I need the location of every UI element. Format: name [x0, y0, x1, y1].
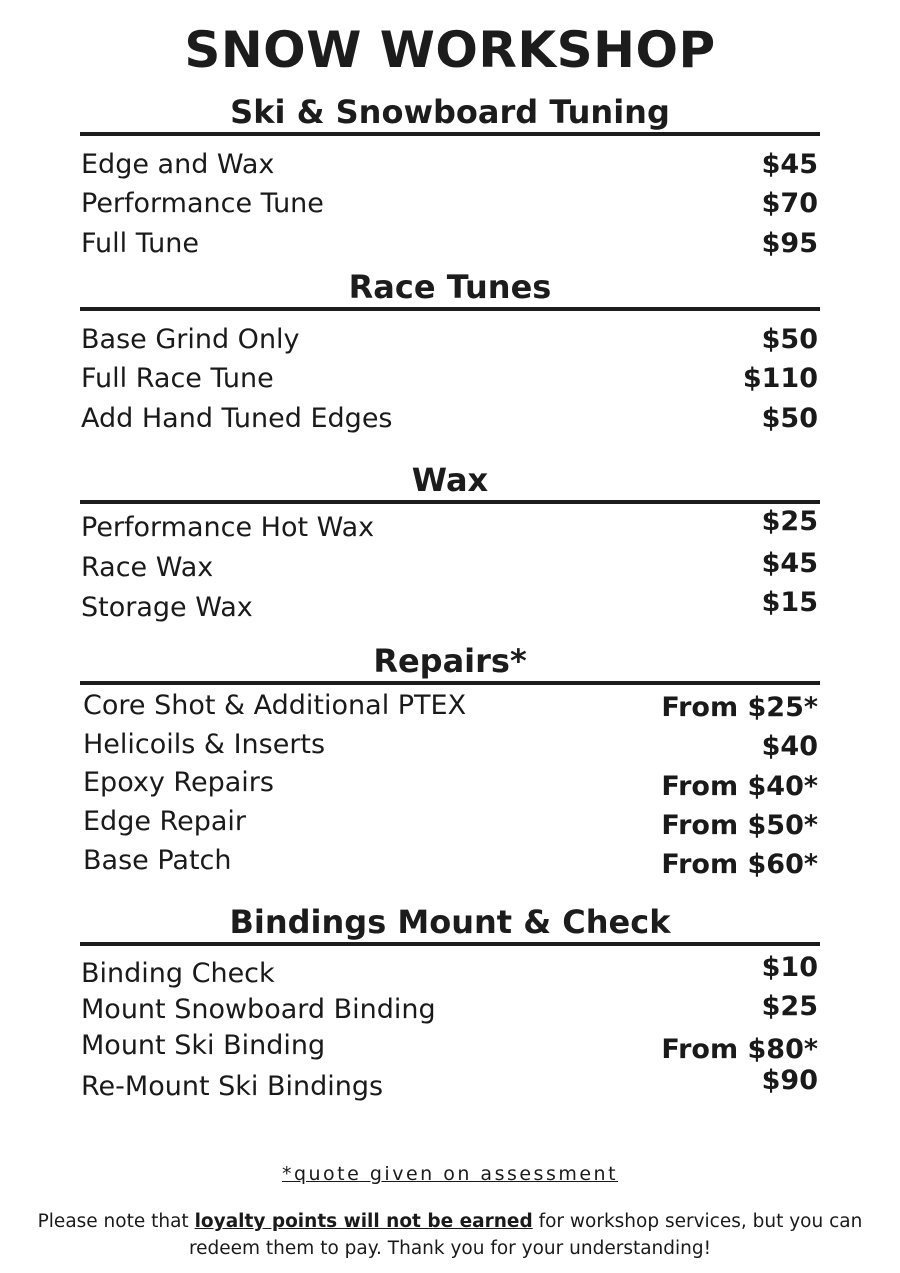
menu-item — [80, 320, 820, 360]
service-price: $40 — [761, 731, 818, 762]
service-name: Race Wax — [81, 552, 214, 583]
service-name: Full Race Tune — [81, 363, 274, 394]
service-name: Epoxy Repairs — [83, 767, 274, 798]
service-price: $15 — [761, 587, 818, 618]
menu-item — [80, 763, 820, 803]
section-race-tunes — [80, 267, 820, 434]
service-price: $70 — [761, 188, 818, 219]
service-name: Base Patch — [83, 845, 232, 876]
service-name: Edge and Wax — [81, 149, 275, 180]
service-name: Add Hand Tuned Edges — [81, 403, 393, 434]
menu-item — [80, 588, 820, 628]
note-text-before: Please note that — [37, 1211, 195, 1232]
section-repairs — [80, 641, 820, 880]
menu-item — [80, 990, 820, 1030]
service-name: Storage Wax — [81, 592, 253, 623]
service-name: Base Grind Only — [81, 324, 300, 355]
menu-item — [80, 548, 820, 588]
service-price: $95 — [761, 228, 818, 259]
service-price: $25 — [761, 991, 818, 1022]
note-emphasis: loyalty points will not be earned — [194, 1211, 533, 1232]
service-name: Performance Hot Wax — [81, 512, 375, 543]
service-name: Full Tune — [81, 228, 199, 259]
service-price: $10 — [761, 952, 818, 983]
service-price: From $60* — [661, 849, 818, 880]
service-price: $50 — [761, 324, 818, 355]
service-price: $25 — [761, 506, 818, 537]
section-divider — [80, 500, 820, 504]
section-heading: Ski & Snowboard Tuning — [230, 93, 670, 131]
service-name: Binding Check — [81, 958, 275, 989]
section-ski-snowboard-tuning — [80, 92, 820, 259]
service-price: From $40* — [661, 771, 818, 802]
menu-item — [80, 184, 820, 224]
menu-item — [80, 145, 820, 185]
footnote — [0, 1160, 900, 1188]
section-divider — [80, 681, 820, 685]
service-name: Performance Tune — [81, 188, 324, 219]
section-divider — [80, 132, 820, 136]
section-heading: Repairs* — [373, 642, 527, 680]
footnote-text: *quote given on assessment — [281, 1163, 619, 1185]
section-divider — [80, 942, 820, 946]
service-name: Re-Mount Ski Bindings — [81, 1071, 384, 1102]
section-wax — [80, 460, 820, 623]
menu-item — [80, 841, 820, 881]
service-price: $90 — [761, 1065, 818, 1096]
service-price: From $25* — [661, 692, 818, 723]
service-name: Mount Ski Binding — [81, 1030, 326, 1061]
menu-item — [80, 954, 820, 994]
menu-item — [80, 508, 820, 548]
menu-item — [80, 224, 820, 264]
page-title: SNOW WORKSHOP — [184, 21, 716, 79]
menu-item — [80, 1067, 820, 1107]
section-divider — [80, 307, 820, 311]
section-heading: Bindings Mount & Check — [229, 903, 671, 941]
service-name: Mount Snowboard Binding — [81, 994, 436, 1025]
service-name: Edge Repair — [83, 806, 246, 837]
menu-item — [80, 802, 820, 842]
service-price: From $80* — [661, 1034, 818, 1065]
menu-item — [80, 399, 820, 439]
menu-item — [80, 686, 820, 726]
note-text-after: for workshop services, but you can redeem them to pay. Thank you for your understanding! — [188, 1211, 863, 1259]
service-price: From $50* — [661, 810, 818, 841]
section-heading: Wax — [411, 461, 489, 499]
section-bindings — [80, 902, 820, 1102]
menu-item — [80, 1026, 820, 1066]
menu-item — [80, 725, 820, 765]
menu-item — [80, 359, 820, 399]
service-name: Core Shot & Additional PTEX — [83, 690, 467, 721]
service-price: $45 — [761, 149, 818, 180]
service-name: Helicoils & Inserts — [83, 729, 326, 760]
loyalty-note — [10, 1208, 890, 1262]
service-price: $50 — [761, 403, 818, 434]
section-heading: Race Tunes — [348, 268, 552, 306]
service-price: $110 — [742, 363, 818, 394]
service-price: $45 — [761, 548, 818, 579]
